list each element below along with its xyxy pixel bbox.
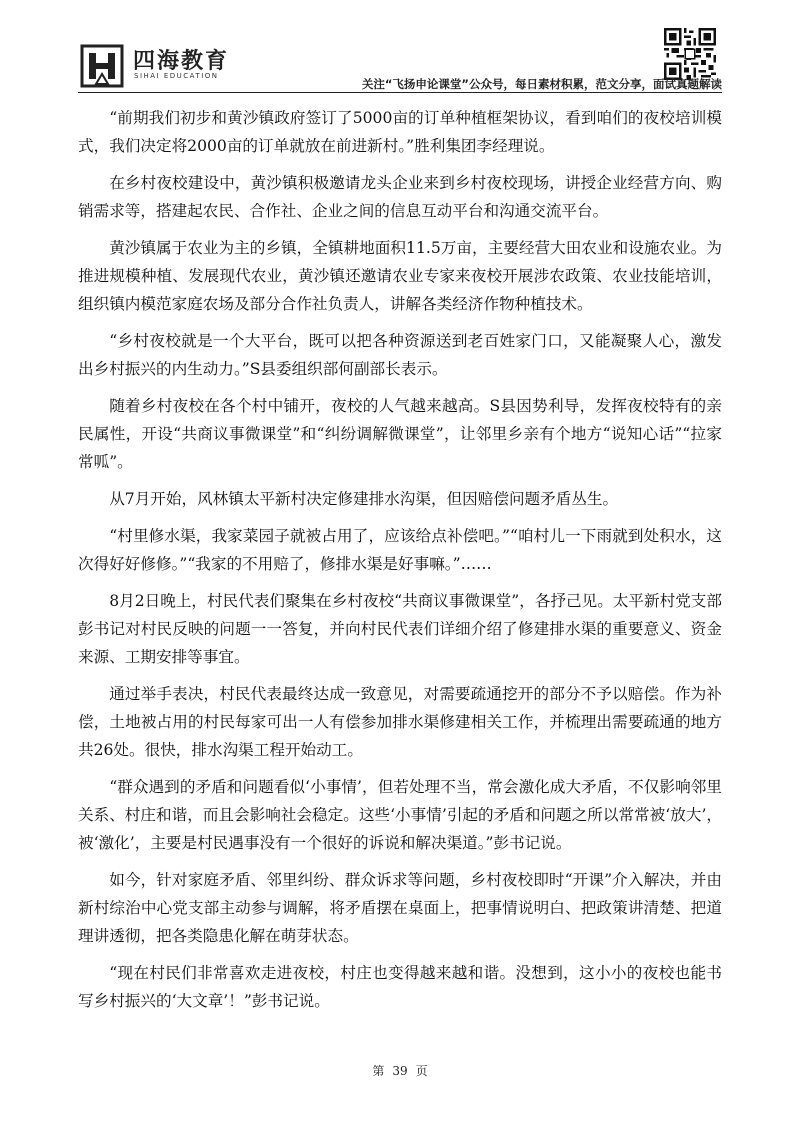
header-slogan: 关注“飞扬申论课堂”公众号，每日素材积累，范文分享，面试真题解读	[361, 77, 722, 91]
paragraph: 随着乡村夜校在各个村中铺开，夜校的人气越来越高。S县因势利导，发挥夜校特有的亲民属性，开设“共商议事微课堂”和“纠纷调解微课堂”，让邻里乡亲有个地方“说知心话”“拉家常呱”。	[78, 396, 722, 472]
page-suffix: 页	[415, 1064, 428, 1078]
paragraph: “群众遇到的矛盾和问题看似‘小事情’，但若处理不当，常会激化成大矛盾，不仅影响邻里关系、村庄和谐，而且会影响社会稳定。这些‘小事情’引起的矛盾和问题之所以常常被‘放大’，被‘激化’，主要是村民遇事没有一个很好的诉说和解决渠道。”彭书记说。	[78, 777, 722, 853]
paragraph: 从7月开始，风林镇太平新村决定修建排水沟渠，但因赔偿问题矛盾丛生。	[109, 489, 619, 508]
paragraph: “前期我们初步和黄沙镇政府签订了5000亩的订单种植框架协议，看到咱们的夜校培训模式，我们决定将2000亩的订单就放在前进新村。”胜利集团李经理说。	[78, 109, 722, 156]
sihai-logo-icon	[80, 44, 124, 88]
logo-name: 四海教育	[133, 49, 230, 74]
page-header	[0, 0, 800, 100]
paragraph: 8月2日晚上，村民代表们聚集在乡村夜校“共商议事微课堂”，各抒己见。太平新村党支部彭书记对村民反映的问题一一答复，并向村民代表们详细介绍了修建排水渠的重要意义、资金来源、工期安排等事宜。	[78, 591, 722, 666]
paragraph: “村里修水渠，我家菜园子就被占用了，应该给点补偿吧。”“咱村儿一下雨就到处积水，这次得好好修修。”“我家的不用赔了，修排水渠是好事嘛。”……	[78, 526, 722, 573]
paragraph: “乡村夜校就是一个大平台，既可以把各种资源送到老百姓家门口，又能凝聚人心，激发出乡村振兴的内生动力。”S县委组织部何副部长表示。	[78, 331, 722, 379]
paragraph: 如今，针对家庭矛盾、邻里纠纷、群众诉求等问题，乡村夜校即时“开课”介入解决，并由新村综治中心党支部主动参与调解，将矛盾摆在桌面上，把事情说明白、把政策讲清楚、把道理讲透彻，把各类隐患化解在萌芽状态。	[78, 870, 722, 946]
paragraph: 在乡村夜校建设中，黄沙镇积极邀请龙头企业来到乡村夜校现场，讲授企业经营方向、购销需求等，搭建起农民、合作社、企业之间的信息互动平台和沟通交流平台。	[78, 173, 722, 221]
paragraph: 黄沙镇属于农业为主的乡镇，全镇耕地面积11.5万亩，主要经营大田农业和设施农业。为推进规模种植、发展现代农业，黄沙镇还邀请农业专家来夜校开展涉农政策、农业技能培训，组织镇内模范家庭农场及部分合作社负责人，讲解各类经济作物种植技术。	[78, 238, 722, 314]
article-body	[78, 104, 722, 1024]
header-divider	[78, 92, 722, 93]
paragraph: 通过举手表决，村民代表最终达成一致意见，对需要疏通挖开的部分不予以赔偿。作为补偿，土地被占用的村民每家可出一人有偿参加排水渠修建相关工作，并梳理出需要疏通的地方共26处。很快，排水沟渠工程开始动工。	[78, 684, 722, 760]
page-prefix: 第	[372, 1064, 385, 1078]
page-number: 39	[392, 1064, 408, 1078]
page-footer	[0, 1062, 800, 1079]
logo-subtitle: SIHAI EDUCATION	[134, 72, 219, 80]
qr-code-icon	[664, 28, 716, 80]
paragraph: “现在村民们非常喜欢走进夜校，村庄也变得越来越和谐。没想到，这小小的夜校也能书写乡村振兴的‘大文章’！”彭书记说。	[78, 963, 722, 1011]
